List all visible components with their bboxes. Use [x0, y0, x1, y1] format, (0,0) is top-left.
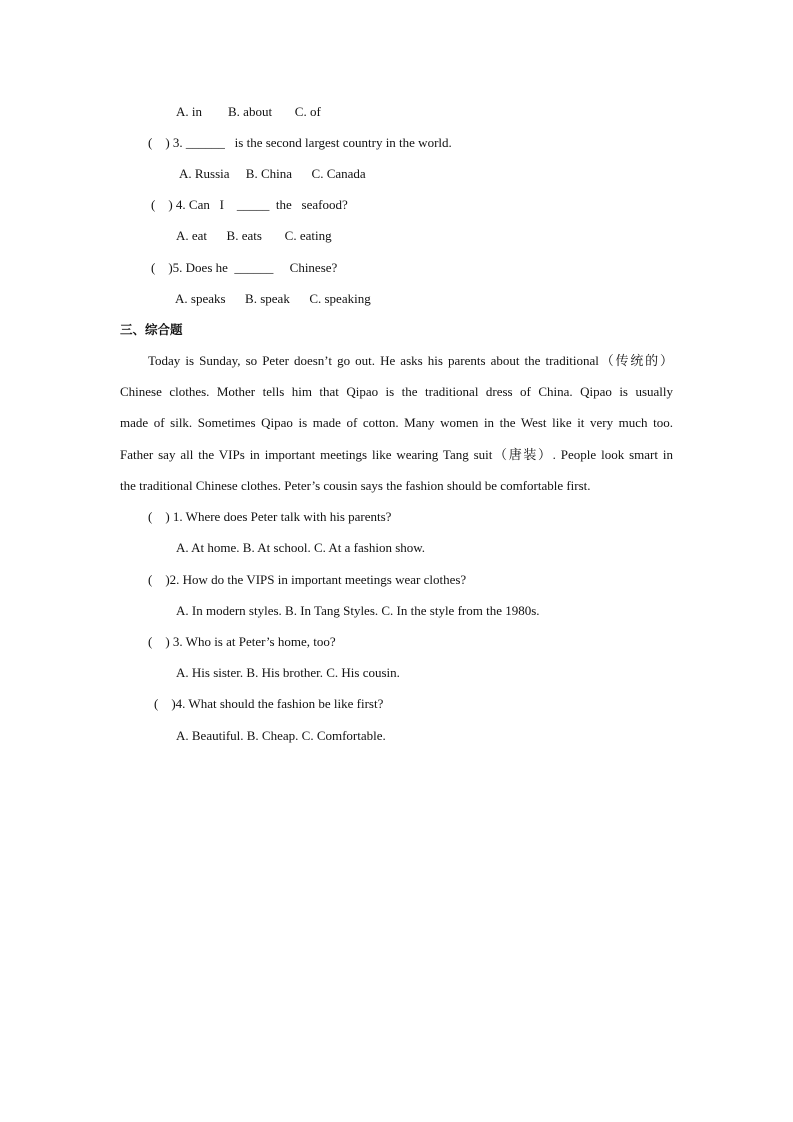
- passage-line: the traditional Chinese clothes. Peter’s cousin says the fashion should be comfortable first.: [120, 478, 591, 493]
- reading-question-4: ( )4. What should the fashion be like first?: [154, 696, 384, 711]
- reading-question-2: ( )2. How do the VIPS in important meetings wear clothes?: [148, 572, 467, 587]
- question-5: ( )5. Does he ______ Chinese?: [151, 260, 338, 275]
- rq3-options: A. His sister. B. His brother. C. His cousin.: [176, 665, 400, 680]
- q2-options: A. in B. about C. of: [176, 104, 321, 119]
- section-heading: 三、综合题: [120, 322, 183, 337]
- reading-question-1: ( ) 1. Where does Peter talk with his parents?: [148, 509, 392, 524]
- rq1-options: A. At home. B. At school. C. At a fashion show.: [176, 540, 426, 555]
- passage-line: Chinese clothes. Mother tells him that Qipao is the traditional dress of China. Qipao is usually: [120, 384, 673, 399]
- q4-options: A. eat B. eats C. eating: [176, 228, 332, 243]
- q5-options: A. speaks B. speak C. speaking: [175, 291, 371, 306]
- q3-options: A. Russia B. China C. Canada: [179, 166, 366, 181]
- rq2-options: A. In modern styles. B. In Tang Styles. C. In the style from the 1980s.: [176, 603, 540, 618]
- passage-line: made of silk. Sometimes Qipao is made of cotton. Many women in the West like it very much too.: [120, 415, 673, 430]
- passage-line: Father say all the VIPs in important meetings like wearing Tang suit（唐装）. People look smart in: [120, 447, 673, 462]
- question-4: ( ) 4. Can I _____ the seafood?: [151, 197, 348, 212]
- question-3: ( ) 3. ______ is the second largest country in the world.: [148, 135, 452, 150]
- reading-question-3: ( ) 3. Who is at Peter’s home, too?: [148, 634, 336, 649]
- rq4-options: A. Beautiful. B. Cheap. C. Comfortable.: [176, 728, 386, 743]
- passage-line: Today is Sunday, so Peter doesn’t go out. He asks his parents about the traditional（传统的）: [148, 353, 673, 368]
